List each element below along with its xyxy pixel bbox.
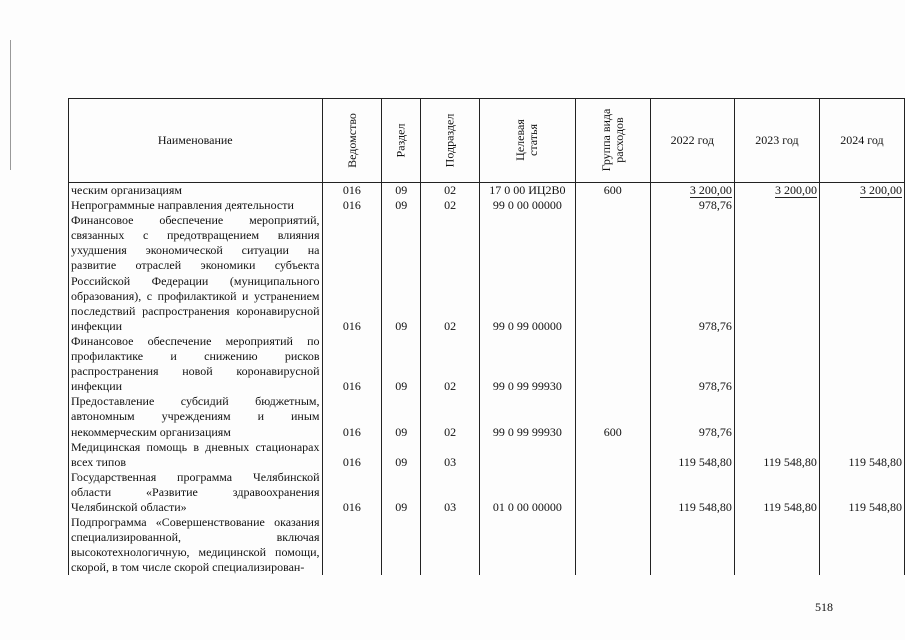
row-gruppa — [575, 440, 650, 470]
header-vedomstvo: Ведомство — [322, 99, 382, 183]
row-razdel: 09 — [382, 213, 421, 334]
header-2022: 2022 год — [650, 99, 734, 183]
row-2024 — [819, 198, 904, 213]
row-name: ческим организациям — [69, 183, 323, 199]
row-2024 — [819, 334, 904, 394]
table-row — [69, 440, 905, 470]
row-gruppa: 600 — [575, 394, 650, 439]
budget-table — [68, 98, 905, 575]
row-gruppa — [575, 470, 650, 515]
row-vedomstvo: 016 — [322, 394, 382, 439]
table-row — [69, 515, 905, 575]
row-tselevaya: 99 0 99 99930 — [479, 334, 575, 394]
row-2022: 119 548,80 — [650, 470, 734, 515]
row-2022 — [650, 515, 734, 575]
row-tselevaya: 99 0 99 00000 — [479, 213, 575, 334]
row-podrazdel — [421, 515, 480, 575]
row-podrazdel: 02 — [421, 394, 480, 439]
row-tselevaya: 01 0 00 00000 — [479, 470, 575, 515]
row-razdel: 09 — [382, 334, 421, 394]
row-vedomstvo: 016 — [322, 198, 382, 213]
row-2023 — [734, 394, 819, 439]
row-vedomstvo — [322, 515, 382, 575]
header-name: Наименование — [69, 99, 323, 183]
row-gruppa — [575, 198, 650, 213]
row-razdel: 09 — [382, 394, 421, 439]
row-2024: 119 548,80 — [819, 470, 904, 515]
row-2024 — [819, 213, 904, 334]
header-2024: 2024 год — [819, 99, 904, 183]
row-2023: 119 548,80 — [734, 470, 819, 515]
row-gruppa — [575, 334, 650, 394]
row-tselevaya: 99 0 99 99930 — [479, 394, 575, 439]
table-row — [69, 213, 905, 334]
row-gruppa — [575, 213, 650, 334]
row-2024 — [819, 515, 904, 575]
scan-margin-line — [10, 40, 11, 170]
row-podrazdel: 03 — [421, 470, 480, 515]
row-2022: 119 548,80 — [650, 440, 734, 470]
row-gruppa — [575, 515, 650, 575]
row-tselevaya: 99 0 00 00000 — [479, 198, 575, 213]
row-podrazdel: 02 — [421, 334, 480, 394]
row-razdel: 09 — [382, 440, 421, 470]
table-header-row — [69, 99, 905, 183]
table-row — [69, 470, 905, 515]
row-podrazdel: 02 — [421, 198, 480, 213]
header-tselevaya-statya: Целевая статья — [479, 99, 575, 183]
row-podrazdel: 02 — [421, 213, 480, 334]
row-2024 — [819, 394, 904, 439]
row-vedomstvo: 016 — [322, 470, 382, 515]
row-name: Предоставление субсидий бюджетным, автономным учреждениям и иным некоммерческим организациям — [69, 394, 323, 439]
row-gruppa: 600 — [575, 183, 650, 199]
row-podrazdel: 03 — [421, 440, 480, 470]
row-tselevaya — [479, 440, 575, 470]
table-row — [69, 183, 905, 199]
row-podrazdel: 02 — [421, 183, 480, 199]
row-razdel: 09 — [382, 198, 421, 213]
row-2022: 978,76 — [650, 394, 734, 439]
row-2023 — [734, 515, 819, 575]
row-tselevaya: 17 0 00 ИЦ2В0 — [479, 183, 575, 199]
row-2022: 3 200,00 — [650, 183, 734, 199]
header-razdel: Раздел — [382, 99, 421, 183]
row-2022: 978,76 — [650, 198, 734, 213]
table-row — [69, 198, 905, 213]
header-gruppa-vida-raskhodov: Группа вида расходов — [575, 99, 650, 183]
row-2024: 3 200,00 — [819, 183, 904, 199]
row-2023 — [734, 198, 819, 213]
row-2023 — [734, 334, 819, 394]
table-row — [69, 394, 905, 439]
header-2023: 2023 год — [734, 99, 819, 183]
row-2024: 119 548,80 — [819, 440, 904, 470]
row-2022: 978,76 — [650, 334, 734, 394]
row-vedomstvo: 016 — [322, 440, 382, 470]
row-name: Государственная программа Челябинской области «Развитие здравоохранения Челябинской области» — [69, 470, 323, 515]
row-2023 — [734, 213, 819, 334]
row-name: Медицинская помощь в дневных стационарах всех типов — [69, 440, 323, 470]
row-vedomstvo: 016 — [322, 213, 382, 334]
row-razdel: 09 — [382, 470, 421, 515]
row-name: Финансовое обеспечение мероприятий, связанных с предотвращением влияния ухудшения экономической ситуации на развитие отраслей экономики субъекта Российской Федерации (муниципального образования), с профилактикой и устранением последствий распространения коронавирусной инфекции — [69, 213, 323, 334]
row-vedomstvo: 016 — [322, 334, 382, 394]
row-2023: 119 548,80 — [734, 440, 819, 470]
page-number: 518 — [815, 600, 833, 614]
row-name: Финансовое обеспечение мероприятий по профилактике и снижению рисков распространения новой коронавирусной инфекции — [69, 334, 323, 394]
row-name: Непрограммные направления деятельности — [69, 198, 323, 213]
table-row — [69, 334, 905, 394]
row-2023: 3 200,00 — [734, 183, 819, 199]
row-razdel — [382, 515, 421, 575]
header-podrazdel: Подраздел — [421, 99, 480, 183]
row-tselevaya — [479, 515, 575, 575]
row-name: Подпрограмма «Совершенствование оказания специализированной, включая высокотехнологичную, медицинской помощи, скорой, в том числе скорой специализирован- — [69, 515, 323, 575]
row-razdel: 09 — [382, 183, 421, 199]
row-vedomstvo: 016 — [322, 183, 382, 199]
row-2022: 978,76 — [650, 213, 734, 334]
